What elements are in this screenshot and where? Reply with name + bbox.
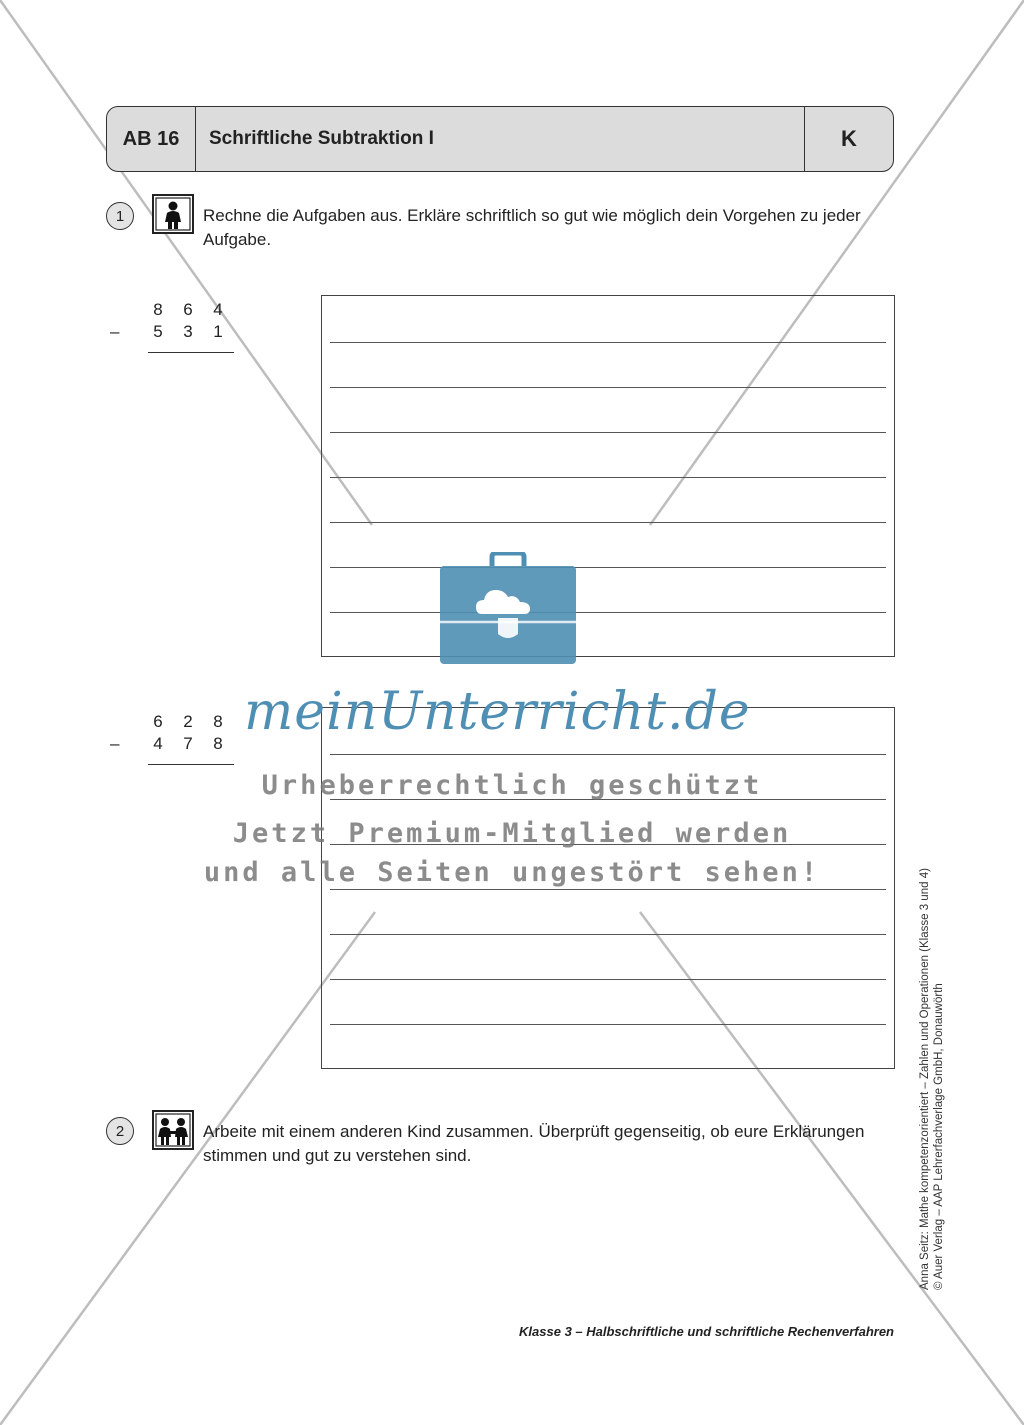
minus-sign: –	[110, 322, 120, 341]
task-2-number: 2	[106, 1117, 134, 1145]
task-2-instruction: Arbeite mit einem anderen Kind zusammen. Überprüft gegenseitig, ob eure Erklärungen stimmen und gut zu verstehen sind.	[203, 1122, 865, 1165]
writing-line	[330, 342, 886, 343]
calc2-bottom-digit: 4	[153, 734, 163, 753]
worksheet-code: AB 16	[107, 107, 196, 171]
worksheet-title: Schriftliche Subtraktion I	[209, 128, 434, 149]
subtraction-problem-1	[110, 300, 240, 344]
writing-line	[330, 612, 886, 613]
side-credit	[918, 810, 946, 1290]
single-child-icon	[152, 194, 194, 234]
task-1-number: 1	[106, 202, 134, 230]
writing-line	[330, 567, 886, 568]
watermark-copyright: Urheberrechtlich geschützt	[261, 770, 763, 801]
calc1-bottom-digit: 3	[183, 322, 193, 341]
writing-line	[330, 754, 886, 755]
calc2-top-digit: 2	[183, 712, 193, 731]
page-footer: Klasse 3 – Halbschriftliche und schriftliche Rechenverfahren	[519, 1324, 894, 1339]
task-1-instruction: Rechne die Aufgaben aus. Erkläre schriftlich so gut wie möglich dein Vorgehen zu jeder Aufgabe.	[203, 206, 861, 249]
calc2-top-digit: 8	[213, 712, 223, 731]
writing-line	[330, 477, 886, 478]
calc1-top-digit: 4	[213, 300, 223, 319]
watermark-premium-line: Jetzt Premium-Mitglied werden	[232, 818, 792, 849]
watermark-logo: meinUnterricht.de	[244, 682, 751, 742]
explanation-box-2[interactable]	[321, 707, 895, 1069]
side-credit-line-2: © Auer Verlag – AAP Lehrerfachverlage GmbH, Donauwörth	[933, 983, 945, 1290]
writing-line	[330, 1024, 886, 1025]
level-label: K	[804, 107, 893, 171]
side-credit-line-1: Anna Seitz: Mathe kompetenzorientiert – Zahlen und Operationen (Klasse 3 und 4)	[919, 868, 931, 1290]
result-line	[148, 352, 234, 353]
watermark-see-pages-line: und alle Seiten ungestört sehen!	[203, 857, 821, 888]
writing-line	[330, 934, 886, 935]
two-children-icon	[152, 1110, 194, 1150]
calc2-bottom-digit: 8	[213, 734, 223, 753]
worksheet-header	[106, 106, 894, 172]
subtraction-problem-2	[110, 712, 240, 756]
writing-line	[330, 432, 886, 433]
explanation-box-1[interactable]	[321, 295, 895, 657]
calc2-top-digit: 6	[153, 712, 163, 731]
writing-line	[330, 889, 886, 890]
calc1-top-digit: 8	[153, 300, 163, 319]
calc1-bottom-digit: 1	[213, 322, 223, 341]
calc2-bottom-digit: 7	[183, 734, 193, 753]
writing-line	[330, 522, 886, 523]
minus-sign: –	[110, 734, 120, 753]
result-line	[148, 764, 234, 765]
calc1-bottom-digit: 5	[153, 322, 163, 341]
calc1-top-digit: 6	[183, 300, 193, 319]
writing-line	[330, 387, 886, 388]
briefcase-cloud-icon	[438, 552, 578, 666]
writing-line	[330, 979, 886, 980]
